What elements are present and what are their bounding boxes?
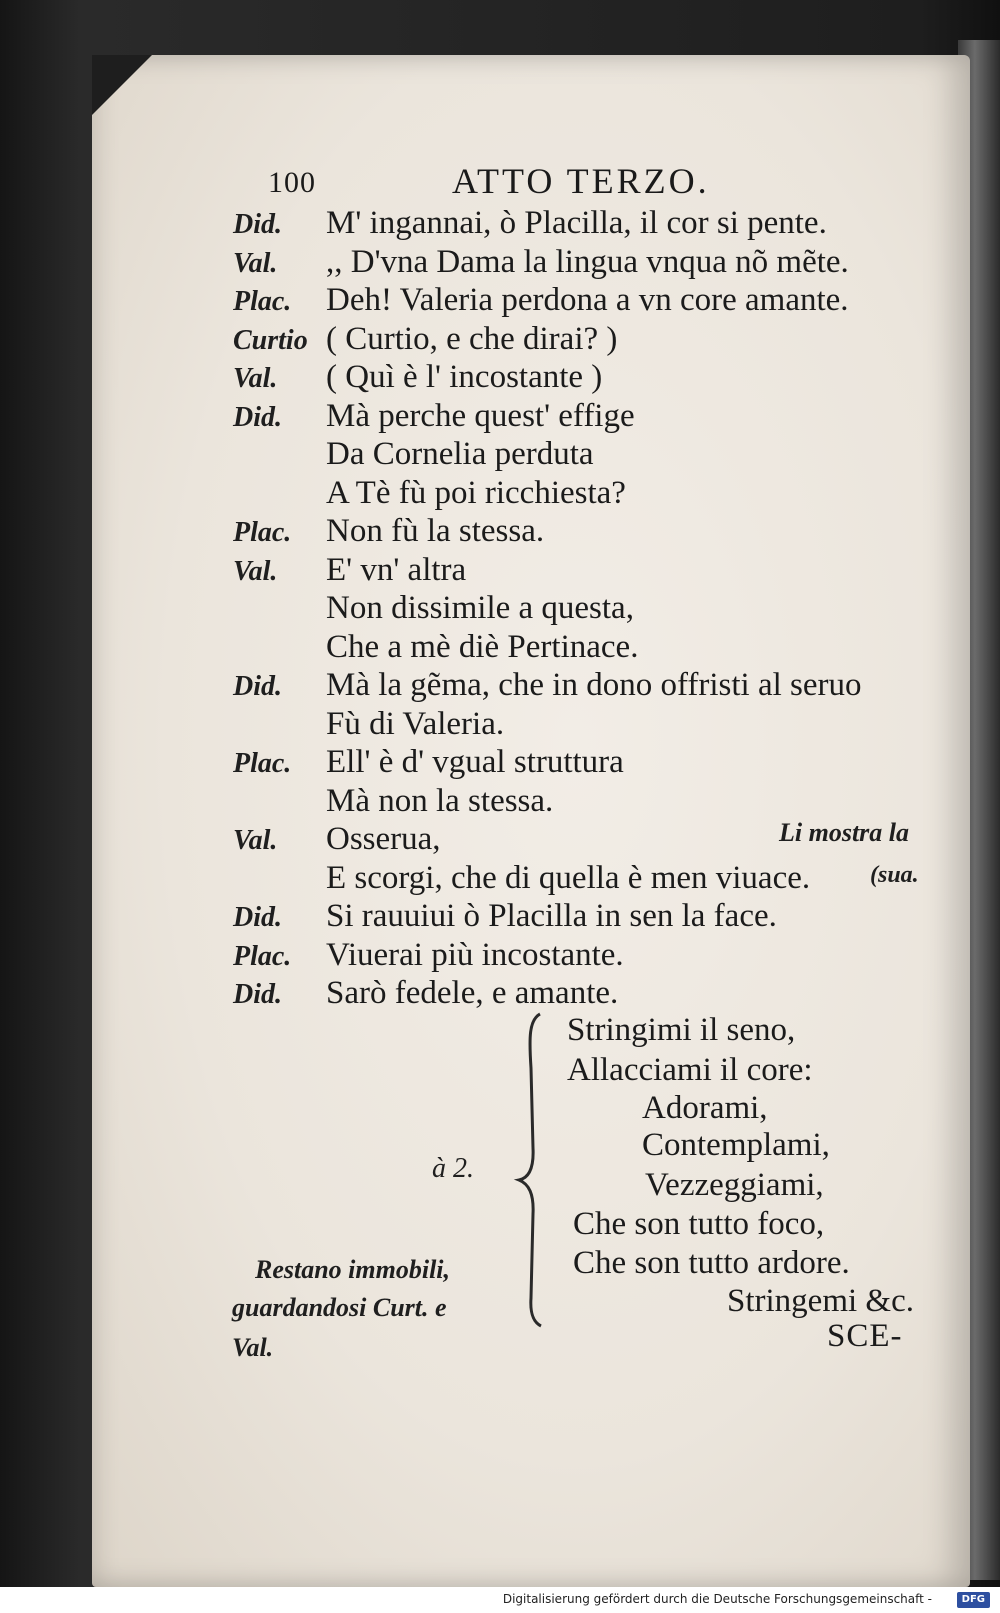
speaker-label: Plac.	[233, 748, 292, 779]
speaker-label: Did.	[233, 671, 282, 702]
curly-brace-icon	[505, 1008, 555, 1328]
page-header	[0, 158, 1000, 208]
verse-text: ( Curtio, e che dirai? )	[326, 321, 618, 357]
verse-text: Viuerai più incostante.	[326, 937, 624, 973]
page-corner	[92, 55, 152, 115]
verse-text: Ell' è d' vgual struttura	[326, 744, 624, 780]
stage-direction-sua: (sua.	[870, 862, 919, 888]
stage-direction-restano-1: Restano immobili,	[255, 1255, 451, 1284]
verse-text: ( Quì è l' incostante )	[326, 359, 603, 395]
speaker-label: Curtio	[233, 325, 308, 356]
speaker-label: Did.	[233, 902, 282, 933]
stage-direction-li-mostra: Li mostra la	[779, 818, 910, 847]
verse-text: ,, D'vna Dama la lingua vnqua nõ mẽte.	[326, 244, 849, 280]
stage-direction-restano-2: guardandosi Curt. e	[232, 1293, 447, 1322]
dfg-logo: DFG	[957, 1592, 990, 1608]
duet-line: Adorami,	[642, 1090, 768, 1126]
running-head: ATTO TERZO.	[452, 161, 710, 201]
speaker-label: Val.	[233, 363, 278, 394]
duet-line: Contemplami,	[642, 1127, 830, 1163]
verse-text: Mà perche quest' effige	[326, 398, 635, 434]
verse-text: Non fù la stessa.	[326, 513, 545, 549]
speaker-label: Did.	[233, 979, 282, 1010]
verse-text: Si rauuiui ò Placilla in sen la face.	[326, 898, 777, 934]
speaker-label: Val.	[233, 248, 278, 279]
verse-text: Osserua,	[326, 821, 441, 857]
speaker-label: Val.	[233, 556, 278, 587]
speaker-label: Plac.	[233, 286, 292, 317]
verse-text: Da Cornelia perduta	[326, 436, 594, 472]
speaker-label: Did.	[233, 402, 282, 433]
verse-text: Mà non la stessa.	[326, 783, 554, 819]
duet-line: Allacciami il core:	[567, 1052, 813, 1088]
verse-text: Che a mè diè Pertinace.	[326, 629, 639, 665]
verse-text: A Tè fù poi ricchiesta?	[326, 475, 626, 511]
duet-line: Stringimi il seno,	[567, 1012, 796, 1048]
verse-text: Sarò fedele, e amante.	[326, 975, 619, 1011]
verse-text: E' vn' altra	[326, 552, 467, 588]
duet-line: Vezzeggiami,	[645, 1167, 824, 1203]
footer-credit: Digitalisierung gefördert durch die Deutsche Forschungsgemeinschaft -	[502, 1592, 932, 1606]
duet-line: Che son tutto foco,	[573, 1206, 825, 1242]
catchword: SCE-	[827, 1318, 903, 1354]
speaker-label: Plac.	[233, 517, 292, 548]
duet-line: Stringemi &c.	[727, 1283, 914, 1319]
speaker-label: Did.	[233, 209, 282, 240]
verse-text: E scorgi, che di quella è men viuace.	[326, 860, 811, 896]
speaker-label: Val.	[233, 825, 278, 856]
page-number: 100	[268, 166, 316, 199]
verse-text: Deh! Valeria perdona a vn core amante.	[326, 282, 849, 318]
digitization-footer	[0, 1587, 1000, 1613]
verse-text: M' ingannai, ò Placilla, il cor si pente.	[326, 205, 827, 241]
duet-label: à 2.	[432, 1153, 474, 1184]
verse-text: Fù di Valeria.	[326, 706, 505, 742]
duet-line: Che son tutto ardore.	[573, 1245, 850, 1281]
verse-text: Non dissimile a questa,	[326, 590, 634, 626]
verse-text: Mà la gẽma, che in dono offristi al seruo	[326, 667, 862, 703]
speaker-label: Plac.	[233, 941, 292, 972]
stage-direction-restano-3: Val.	[232, 1333, 274, 1362]
